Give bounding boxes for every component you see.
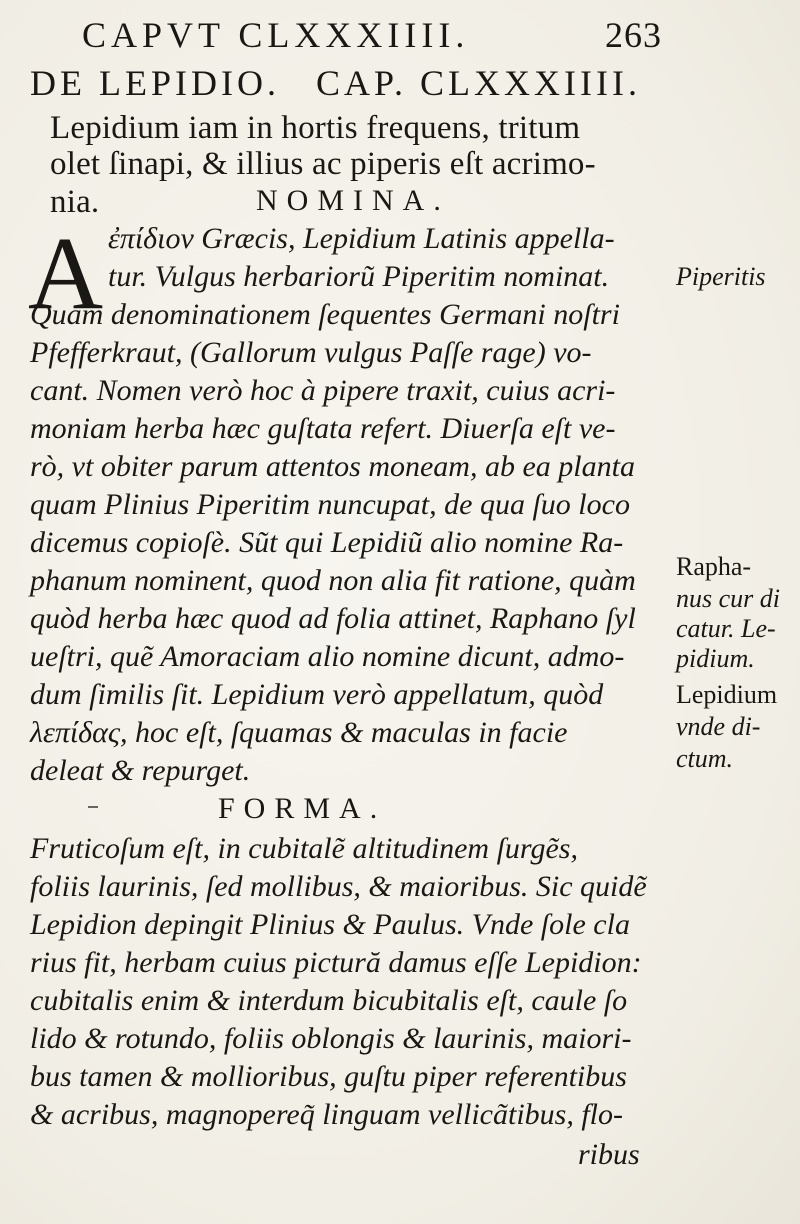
drop-cap: A (28, 216, 104, 331)
text-line: tur. Vulgus herbariorũ Piperitim nominat. (108, 260, 610, 293)
text-line: cant. Nomen verò hoc à pipere traxit, cuius acri- (30, 374, 616, 407)
catchword: ribus (578, 1138, 640, 1171)
text-line: moniam herba hæc guſtata refert. Diuerſa eſt ve- (30, 412, 616, 445)
text-line: quam Plinius Piperitim nuncupat, de qua ſuo loco (30, 488, 630, 521)
text-line: Fruticoſum eſt, in cubitalẽ altitudinem ſurgẽs, (30, 832, 578, 865)
text-line: λεπίδας, hoc eſt, ſquamas & maculas in facie (30, 716, 568, 749)
text-line: Lepidion depingit Plinius & Paulus. Vnde ſole cla (30, 908, 630, 941)
running-head (82, 14, 662, 58)
chapter-heading (30, 62, 670, 104)
margin-note-raphanus: pidium. (676, 644, 755, 673)
intro-line: Lepidium iam in hortis frequens, tritum (50, 110, 581, 146)
page-number: 263 (605, 15, 662, 55)
text-line: bus tamen & mollioribus, guſtu piper referentibus (30, 1060, 627, 1093)
margin-note-lepidium: ctum. (676, 744, 734, 773)
running-head-title: CAPVT CLXXXIIII. (82, 15, 470, 55)
text-line: cubitalis enim & interdum bicubitalis eſt, caule ſo (30, 984, 628, 1017)
margin-note-raphanus: nus cur di (676, 584, 780, 613)
margin-note-lepidium: vnde di- (676, 712, 761, 741)
margin-note-raphanus: catur. Le- (676, 614, 776, 643)
text-line: rius fit, herbam cuius pictură damus eſſe Lepidion: (30, 946, 642, 979)
text-line: ἐπίδιον Græcis, Lepidium Latinis appella- (108, 222, 615, 255)
text-line: rò, vt obiter parum attentos moneam, ab ea planta (30, 450, 635, 483)
margin-note-raphanus: Rapha- (676, 552, 752, 581)
text-line: Quam denominationem ſequentes Germani noſtri (30, 298, 620, 331)
text-line: ueſtri, quẽ Amoraciam alio nomine dicunt, admo- (30, 640, 625, 673)
text-line: phanum nominent, quod non alia fit ratione, quàm (30, 564, 636, 597)
margin-note-piperitis: Piperitis (676, 262, 766, 291)
chapter-title: DE LEPIDIO. (30, 63, 280, 103)
chapter-number: CAP. CLXXXIIII. (315, 63, 641, 103)
section-heading-forma: FORMA. (218, 792, 387, 825)
text-line: lido & rotundo, foliis oblongis & laurinis, maiori- (30, 1022, 632, 1055)
text-line: & acribus, magnopereq̃ linguam vellicãtibus, flo- (30, 1098, 623, 1131)
text-line: deleat & repurget. (30, 754, 251, 787)
intro-line: olet ſinapi, & illius ac piperis eſt acrimo- (50, 146, 596, 182)
text-line: dicemus copioſè. Sũt qui Lepidiũ alio nomine Ra- (30, 526, 624, 559)
margin-note-lepidium: Lepidium (676, 680, 778, 709)
rule-mark (88, 806, 98, 808)
text-line: dum ſimilis ſit. Lepidium verò appellatum, quòd (30, 678, 604, 711)
intro-line: nia. (50, 184, 100, 220)
text-line: foliis laurinis, ſed mollibus, & maioribus. Sic quidẽ (30, 870, 647, 903)
section-heading-nomina: NOMINA. (256, 184, 450, 217)
text-line: Pfefferkraut, (Gallorum vulgus Paſſe rage) vo- (30, 336, 592, 369)
text-line: quòd herba hæc quod ad folia attinet, Raphano ſyl (30, 602, 636, 635)
